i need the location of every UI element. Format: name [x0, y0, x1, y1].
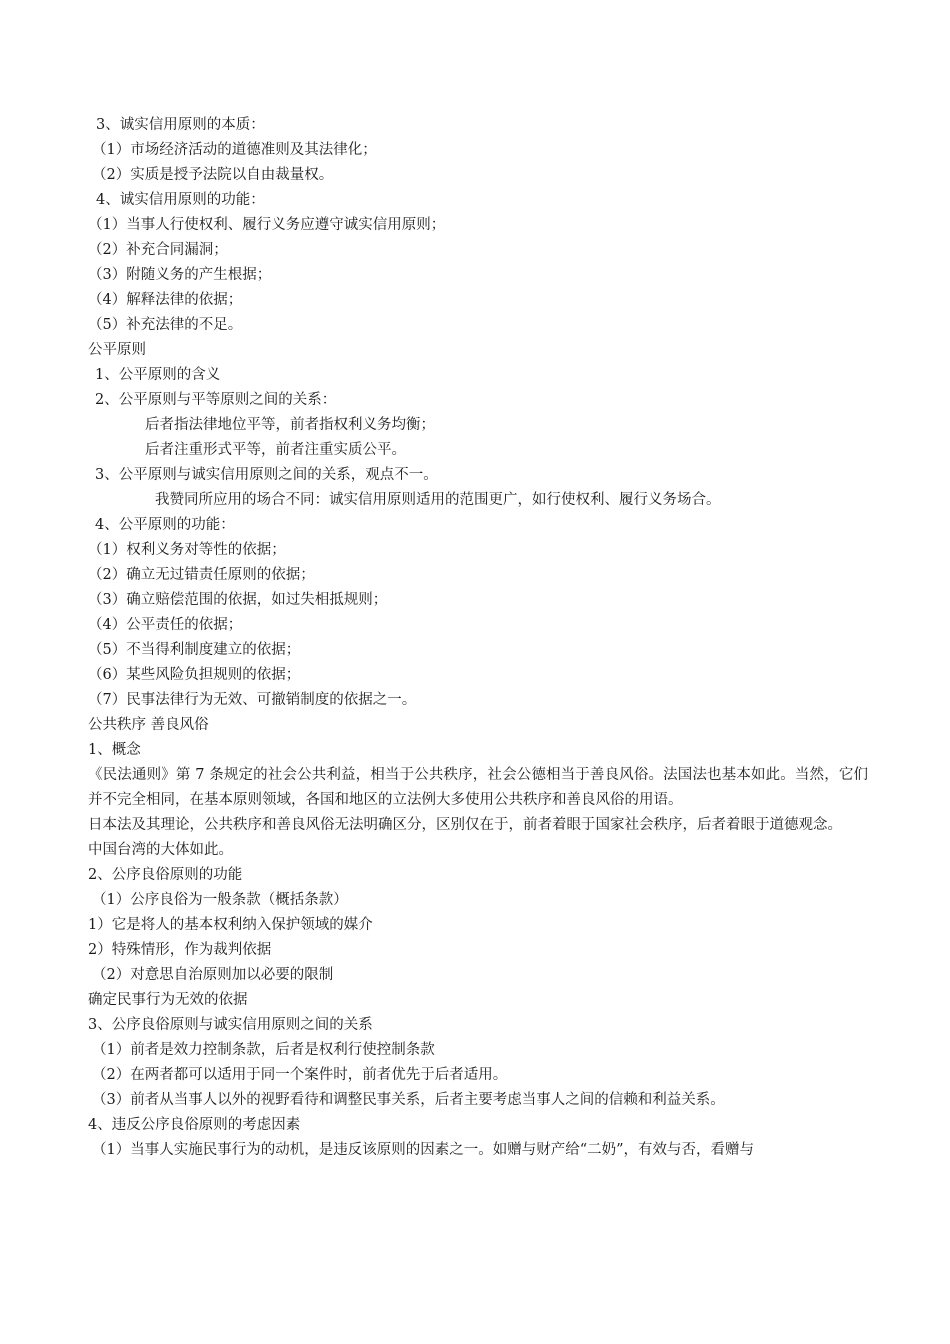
- text-line: （7）民事法律行为无效、可撤销制度的依据之一。: [88, 692, 417, 708]
- text-line: 1、公平原则的含义: [95, 367, 221, 383]
- text-line: 1、概念: [88, 742, 141, 758]
- text-line: （2）在两者都可以适用于同一个案件时，前者优先于后者适用。: [92, 1067, 508, 1083]
- text-line: （5）不当得利制度建立的依据；: [88, 642, 301, 658]
- text-line: （5）补充法律的不足。: [88, 317, 243, 333]
- text-line: 后者指法律地位平等，前者指权利义务均衡；: [145, 417, 435, 433]
- text-line: 4、诚实信用原则的功能：: [96, 192, 265, 208]
- text-line: 2）特殊情形，作为裁判依据: [88, 942, 272, 958]
- text-line: （2）实质是授予法院以自由裁量权。: [92, 167, 334, 183]
- text-line: 3、公序良俗原则与诚实信用原则之间的关系: [88, 1017, 373, 1033]
- text-line: （4）解释法律的依据；: [88, 292, 243, 308]
- text-line: （1）当事人行使权利、履行义务应遵守诚实信用原则；: [88, 217, 446, 233]
- text-line: 4、公平原则的功能：: [95, 517, 235, 533]
- text-line: （3）确立赔偿范围的依据，如过失相抵规则；: [88, 592, 388, 608]
- text-line: 1）它是将人的基本权利纳入保护领域的媒介: [88, 917, 373, 933]
- text-line: 中国台湾的大体如此。: [88, 842, 233, 858]
- paragraph: 《民法通则》第 7 条规定的社会公共利益，相当于公共秩序，社会公德相当于善良风俗。法国法也基本如此。当然，它们并不完全相同，在基本原则领域，各国和地区的立法例大多使用公共秩序和善良风俗的用语。: [88, 767, 868, 808]
- text-line: （1）市场经济活动的道德准则及其法律化；: [92, 142, 377, 158]
- text-line: （4）公平责任的依据；: [88, 617, 243, 633]
- section-heading: 公共秩序 善良风俗: [88, 717, 209, 733]
- text-line: 确定民事行为无效的依据: [88, 992, 248, 1008]
- text-line: （3）附随义务的产生根据；: [88, 267, 272, 283]
- text-line: 2、公序良俗原则的功能: [88, 867, 243, 883]
- text-line: （1）权利义务对等性的依据；: [88, 542, 286, 558]
- section-heading: 公平原则: [88, 342, 146, 358]
- text-line: 3、公平原则与诚实信用原则之间的关系，观点不一。: [95, 467, 438, 483]
- text-line: 后者注重形式平等，前者注重实质公平。: [145, 442, 406, 458]
- text-line: 我赞同所应用的场合不同：诚实信用原则适用的范围更广，如行使权利、履行义务场合。: [155, 492, 721, 508]
- text-line: （2）对意思自治原则加以必要的限制: [92, 967, 334, 983]
- text-line: （1）当事人实施民事行为的动机，是违反该原则的因素之一。如赠与财产给“二奶”，有效与否，看赠与: [92, 1142, 755, 1158]
- text-line: （6）某些风险负担规则的依据；: [88, 667, 301, 683]
- text-line: （1）公序良俗为一般条款（概括条款）: [92, 892, 348, 908]
- text-line: 2、公平原则与平等原则之间的关系：: [95, 392, 337, 408]
- text-line: （3）前者从当事人以外的视野看待和调整民事关系，后者主要考虑当事人之间的信赖和利益关系。: [92, 1092, 725, 1108]
- text-line: 3、诚实信用原则的本质：: [96, 117, 265, 133]
- text-line: （1）前者是效力控制条款，后者是权利行使控制条款: [92, 1042, 435, 1058]
- text-line: 4、违反公序良俗原则的考虑因素: [88, 1117, 301, 1133]
- paragraph: 日本法及其理论，公共秩序和善良风俗无法明确区分，区别仅在于，前者着眼于国家社会秩序，后者着眼于道德观念。: [88, 817, 842, 833]
- document-page: [88, 113, 868, 1163]
- text-line: （2）补充合同漏洞；: [88, 242, 228, 258]
- text-line: （2）确立无过错责任原则的依据；: [88, 567, 315, 583]
